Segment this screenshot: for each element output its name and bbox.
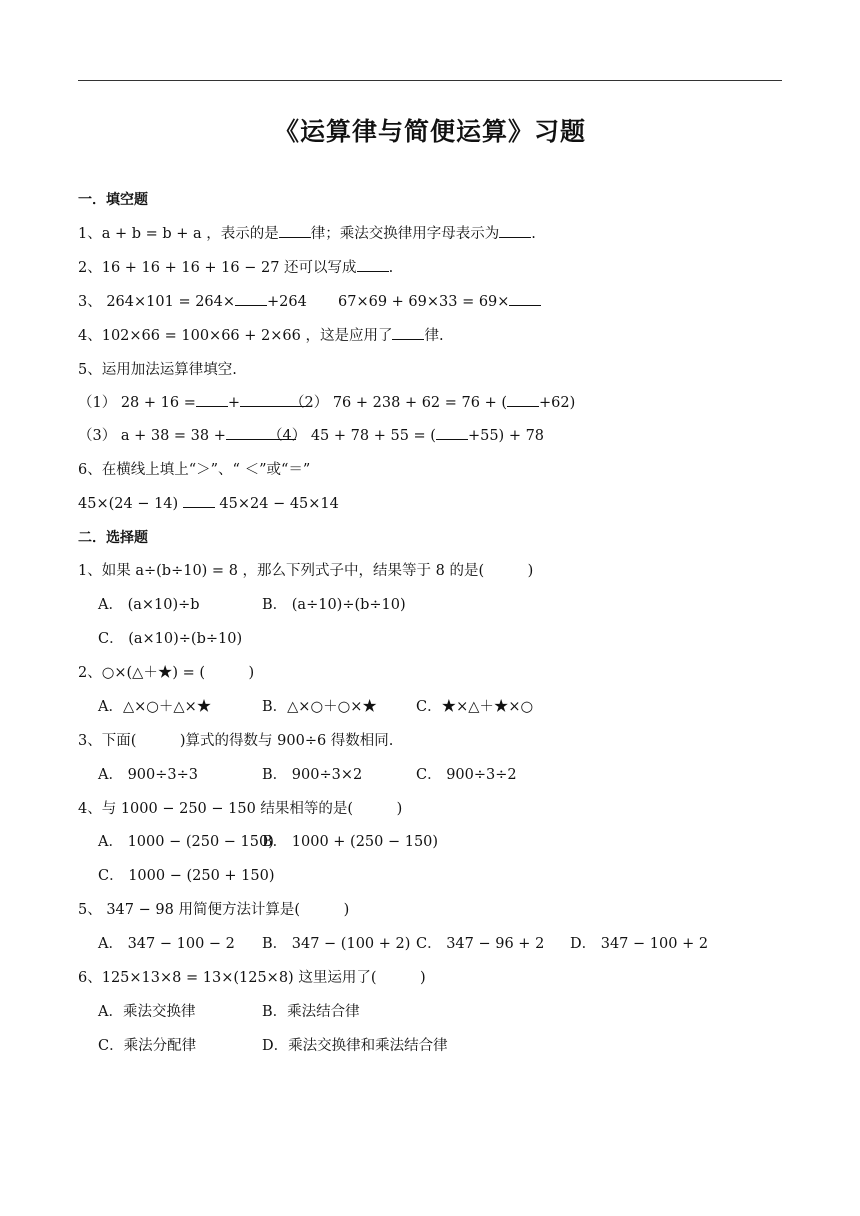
q6-expr-b: 45×24 − 45×14 bbox=[219, 496, 339, 512]
fill-question-3 bbox=[78, 293, 307, 311]
answer-blank[interactable] bbox=[436, 427, 468, 440]
q2-text-a: 2、16 + 16 + 16 + 16 − 27 还可以写成 bbox=[78, 260, 357, 276]
option-c[interactable]: C．乘法分配律 bbox=[98, 1038, 197, 1054]
answer-blank[interactable] bbox=[196, 394, 228, 407]
page-title: 《运算律与简便运算》习题 bbox=[273, 117, 586, 146]
answer-blank[interactable] bbox=[279, 225, 311, 238]
choice-question-1: 1、如果 a÷(b÷10) = 8 ，那么下列式子中，结果等于 8 的是( ) bbox=[78, 563, 534, 579]
answer-blank[interactable] bbox=[357, 259, 389, 272]
option-a[interactable]: A． 347 − 100 − 2 bbox=[98, 936, 235, 952]
fill-question-5: 5、运用加法运算律填空. bbox=[78, 362, 237, 378]
fill-question-5-1 bbox=[78, 394, 310, 412]
option-a[interactable]: A． 900÷3÷3 bbox=[98, 767, 199, 783]
fill-question-5-3 bbox=[78, 427, 296, 445]
section-heading-fill: 一．填空题 bbox=[78, 192, 148, 208]
q2-text-b: . bbox=[388, 260, 394, 276]
option-b[interactable]: B． 1000 + (250 − 150) bbox=[262, 834, 439, 850]
q5-2-text-a: （2） 76 + 238 + 62 = 76 + ( bbox=[290, 395, 507, 411]
answer-blank[interactable] bbox=[235, 293, 267, 306]
fill-question-4 bbox=[78, 327, 444, 345]
choice-question-2: 2、○×(△＋★) = ( ) bbox=[78, 665, 255, 681]
option-b[interactable]: B． 347 − (100 + 2) bbox=[262, 936, 411, 952]
option-a[interactable]: A． 1000 − (250 − 150) bbox=[98, 834, 274, 850]
option-a[interactable]: A．乘法交换律 bbox=[98, 1004, 196, 1020]
choice-question-4: 4、与 1000 − 250 − 150 结果相等的是( ) bbox=[78, 801, 403, 817]
q5-4-text-b: +55) + 78 bbox=[467, 428, 545, 444]
option-d[interactable]: D．乘法交换律和乘法结合律 bbox=[262, 1038, 448, 1054]
answer-blank[interactable] bbox=[499, 225, 531, 238]
fill-question-5-4 bbox=[268, 427, 544, 445]
q3-text-b: +264 bbox=[267, 294, 307, 310]
answer-blank[interactable] bbox=[183, 495, 215, 508]
q6-expr-a: 45×(24 − 14) bbox=[78, 496, 179, 512]
answer-blank[interactable] bbox=[392, 327, 424, 340]
q4-text-a: 4、102×66 = 100×66 + 2×66 ，这是应用了 bbox=[78, 328, 393, 344]
option-b[interactable]: B．乘法结合律 bbox=[262, 1004, 360, 1020]
q4-text-b: 律. bbox=[424, 328, 444, 344]
fill-question-6: 6、在横线上填上“＞”、“ ＜”或“＝” bbox=[78, 462, 311, 478]
option-b[interactable]: B．△×○＋○×★ bbox=[262, 699, 377, 715]
fill-question-5-2 bbox=[290, 394, 575, 412]
fill-question-3-part2 bbox=[338, 293, 541, 311]
section-heading-choice: 二．选择题 bbox=[78, 530, 148, 546]
q5-1-text-b: + bbox=[227, 395, 241, 411]
option-b[interactable]: B． (a÷10)÷(b÷10) bbox=[262, 597, 406, 613]
q3-text-a: 3、 264×101 = 264× bbox=[78, 294, 236, 310]
option-b[interactable]: B． 900÷3×2 bbox=[262, 767, 363, 783]
option-c[interactable]: C． (a×10)÷(b÷10) bbox=[98, 631, 243, 647]
fill-question-2 bbox=[78, 259, 393, 277]
option-d[interactable]: D． 347 − 100 + 2 bbox=[570, 936, 709, 952]
q5-4-text-a: （4） 45 + 78 + 55 = ( bbox=[268, 428, 436, 444]
option-c[interactable]: C．★×△＋★×○ bbox=[416, 699, 534, 715]
answer-blank[interactable] bbox=[509, 293, 541, 306]
option-a[interactable]: A．△×○＋△×★ bbox=[98, 699, 212, 715]
fill-question-6-expr bbox=[78, 495, 339, 513]
option-a[interactable]: A． (a×10)÷b bbox=[98, 597, 200, 613]
answer-blank[interactable] bbox=[507, 394, 539, 407]
q1-text-c: . bbox=[531, 226, 536, 242]
q1-text-b: 律；乘法交换律用字母表示为 bbox=[310, 226, 500, 242]
option-c[interactable]: C． 1000 − (250 + 150) bbox=[98, 868, 275, 884]
choice-question-3: 3、下面( )算式的得数与 900÷6 得数相同. bbox=[78, 733, 394, 749]
q5-3-text-a: （3） a + 38 = 38 + bbox=[78, 428, 226, 444]
q1-text-a: 1、a + b = b + a ，表示的是 bbox=[78, 226, 279, 242]
choice-question-6: 6、125×13×8 = 13×(125×8) 这里运用了( ) bbox=[78, 970, 426, 986]
choice-question-5: 5、 347 − 98 用简便方法计算是( ) bbox=[78, 902, 350, 918]
q3-text-c: 67×69 + 69×33 = 69× bbox=[338, 294, 510, 310]
q5-2-text-b: +62) bbox=[539, 395, 576, 411]
option-c[interactable]: C． 347 − 96 + 2 bbox=[416, 936, 545, 952]
option-c[interactable]: C． 900÷3÷2 bbox=[416, 767, 517, 783]
q5-1-text-a: （1） 28 + 16 = bbox=[78, 395, 196, 411]
fill-question-1 bbox=[78, 225, 536, 243]
header-rule bbox=[78, 80, 782, 81]
